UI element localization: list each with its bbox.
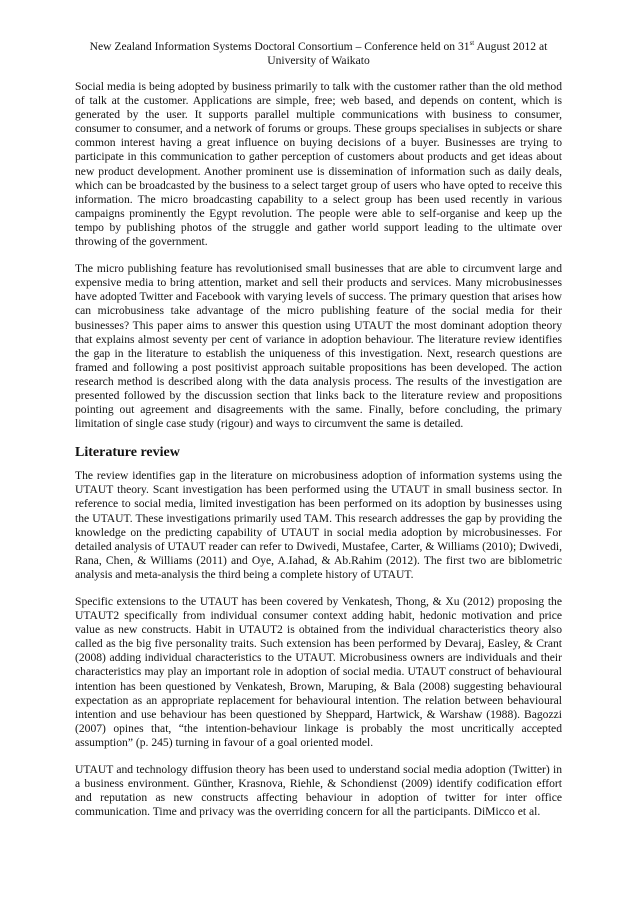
literature-paragraph-3: UTAUT and technology diffusion theory has been used to understand social media adoption (Twitter) in a business environment. Günther, Krasnova, Riehle, & Schondienst (2009) identify codification effort and reputation as new constructs affecting behaviour in adoption of twitter for inter office communication. Time and privacy was the overriding concern for all the participants. DiMicco et al. xyxy=(75,763,562,819)
header-text-b: August 2012 at xyxy=(474,40,548,53)
header-line-1 xyxy=(75,40,562,54)
literature-paragraph-2: Specific extensions to the UTAUT has been covered by Venkatesh, Thong, & Xu (2012) proposing the UTAUT2 specifically from individual consumer context adding habit, hedonic motivation and price value as new constructs. Habit in UTAUT2 is obtained from the individual characteristics theory also called as the big five personality traits. Such extension has been performed by Devaraj, Easley, & Crant (2008) adding individual characteristics to the UTAUT. Microbusiness owners are individuals and their characteristics may play an important role in adoption of social media. UTAUT construct of behavioural intention has been questioned by Venkatesh, Brown, Maruping, & Bala (2008) suggesting behavioural expectation as an appropriate replacement for behavioural intention. The relation between behavioural intention and use behaviour has been questioned by Sheppard, Hartwick, & Warshaw (1988). Bagozzi (2007) opines that, “the intention-behaviour linkage is probably the most uncritically accepted assumption” (p. 245) turning in favour of a goal oriented model. xyxy=(75,595,562,749)
literature-paragraph-1: The review identifies gap in the literature on microbusiness adoption of information systems using the UTAUT theory. Scant investigation has been performed using the UTAUT in small business sector. In reference to social media, limited investigation has been performed on its adoption by businesses using the UTAUT. These investigations primarily used TAM. This research addresses the gap by providing the knowledge on the predicting capability of UTAUT in social media adoption by microbusinesses. For detailed analysis of UTAUT reader can refer to Dwivedi, Mustafee, Carter, & Williams (2010); Dwivedi, Rana, Chen, & Williams (2011) and Oye, A.Iahad, & Ab.Rahim (2012). The first two are biblometric analysis and meta-analysis the third being a complete history of UTAUT. xyxy=(75,469,562,581)
intro-paragraph-2: The micro publishing feature has revolutionised small businesses that are able to circumvent large and expensive media to bring attention, market and sell their products and services. Many microbusinesses have adopted Twitter and Facebook with varying levels of success. The primary question that arises how can microbusiness take advantage of the micro publishing feature of the social media for their businesses? This paper aims to answer this question using UTAUT the most dominant adoption theory that explains almost seventy per cent of variance in adoption behaviour. The literature review identifies the gap in the literature to establish the uniqueness of this investigation. Next, research questions are framed and following a post positivist approach suitable propositions has been developed. The action research method is described along with the data analysis process. The results of the investigation are presented followed by the discussion section that links back to the literature review and propositions pointing out agreement and disagreements with the same. Finally, before concluding, the primary limitation of single case study (rigour) and ways to circumvent the same is detailed. xyxy=(75,262,562,431)
paper-page xyxy=(75,40,562,832)
section-heading-literature-review: Literature review xyxy=(75,445,180,461)
header-line-2: University of Waikato xyxy=(267,54,370,67)
header-text-a: New Zealand Information Systems Doctoral Consortium – Conference held on 31 xyxy=(89,40,470,53)
running-header xyxy=(75,40,562,68)
header-superscript: st xyxy=(469,39,475,47)
intro-paragraph-1: Social media is being adopted by business primarily to talk with the customer rather than the old method of talk at the customer. Applications are simple, free; web based, and depends on content, which is generated by the user. It supports parallel multiple communications with business to consumer, consumer to consumer, and a network of forums or groups. These groups specialises in subjects or share common interest having a great influence on buying decisions of a buyer. Businesses are trying to participate in this communication to gather perception of customers about products and get ideas about new product development. Another prominent use is dissemination of information such as daily deals, which can be broadcasted by the business to a select target group of users who have opted to receive this information. The micro broadcasting capability to a select group has been used recently in various campaigns prominently the Egypt revolution. The people were able to self-organise and keep up the tempo by publishing photos of the struggle and gather world support leading to the ultimate over throwing of the government. xyxy=(75,80,562,249)
